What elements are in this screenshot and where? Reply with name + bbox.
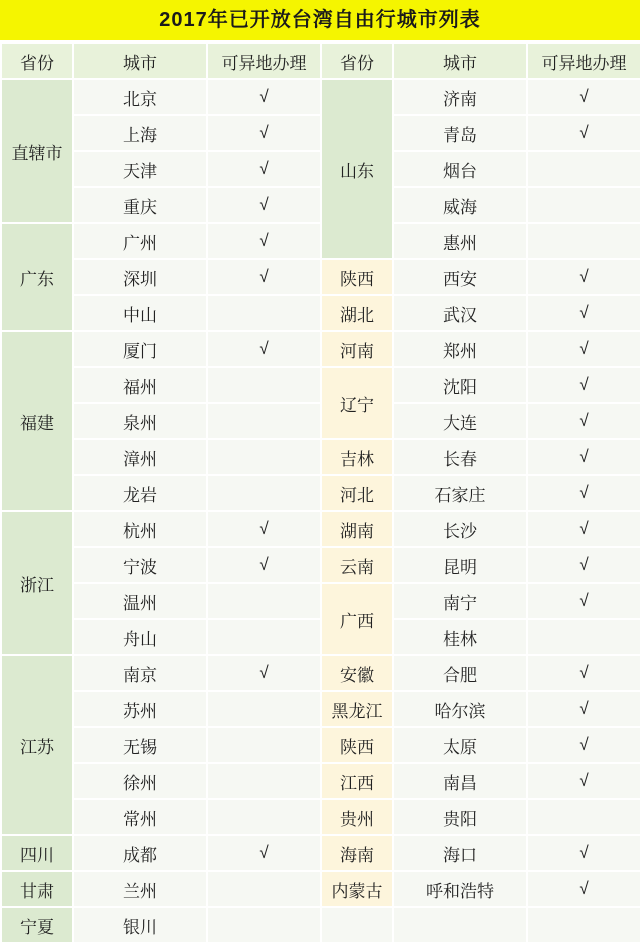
table-row — [1, 871, 640, 907]
flag-cell-empty — [207, 907, 321, 943]
province-cell: 陕西 — [321, 259, 393, 295]
city-cell: 苏州 — [73, 691, 207, 727]
city-cell: 昆明 — [393, 547, 527, 583]
flag-cell-empty — [207, 367, 321, 403]
city-cell: 长沙 — [393, 511, 527, 547]
province-cell: 湖北 — [321, 295, 393, 331]
check-mark-icon: √ — [527, 295, 640, 331]
check-mark-icon: √ — [207, 655, 321, 691]
province-cell: 吉林 — [321, 439, 393, 475]
check-mark-icon: √ — [527, 583, 640, 619]
city-cell: 大连 — [393, 403, 527, 439]
check-mark-icon: √ — [527, 691, 640, 727]
province-cell — [321, 907, 393, 943]
check-mark-icon: √ — [207, 223, 321, 259]
city-cell: 泉州 — [73, 403, 207, 439]
table-row — [1, 547, 640, 583]
table-row — [1, 511, 640, 547]
flag-cell-empty — [207, 763, 321, 799]
city-cell: 威海 — [393, 187, 527, 223]
province-cell: 四川 — [1, 835, 73, 871]
table-row — [1, 187, 640, 223]
city-cell: 南昌 — [393, 763, 527, 799]
city-cell: 合肥 — [393, 655, 527, 691]
flag-cell-empty — [527, 223, 640, 259]
city-cell: 宁波 — [73, 547, 207, 583]
flag-cell-empty — [207, 439, 321, 475]
check-mark-icon: √ — [527, 367, 640, 403]
check-mark-icon: √ — [527, 871, 640, 907]
table-row — [1, 439, 640, 475]
city-cell: 太原 — [393, 727, 527, 763]
province-cell: 直辖市 — [1, 79, 73, 223]
city-table — [0, 42, 640, 944]
city-cell: 天津 — [73, 151, 207, 187]
check-mark-icon: √ — [527, 331, 640, 367]
province-cell: 陕西 — [321, 727, 393, 763]
page-title: 2017年已开放台湾自由行城市列表 — [0, 0, 640, 42]
table-row — [1, 835, 640, 871]
flag-cell-empty — [527, 187, 640, 223]
table-row — [1, 295, 640, 331]
city-cell: 温州 — [73, 583, 207, 619]
city-cell: 惠州 — [393, 223, 527, 259]
table-header-row — [1, 43, 640, 79]
check-mark-icon: √ — [527, 403, 640, 439]
table-row — [1, 367, 640, 403]
city-cell: 重庆 — [73, 187, 207, 223]
province-cell: 广东 — [1, 223, 73, 331]
city-cell: 舟山 — [73, 619, 207, 655]
flag-cell-empty — [207, 583, 321, 619]
city-cell: 长春 — [393, 439, 527, 475]
flag-cell-empty — [527, 151, 640, 187]
table-row — [1, 475, 640, 511]
flag-cell-empty — [207, 727, 321, 763]
city-cell: 烟台 — [393, 151, 527, 187]
flag-cell-empty — [207, 619, 321, 655]
city-cell: 武汉 — [393, 295, 527, 331]
province-cell: 江西 — [321, 763, 393, 799]
check-mark-icon: √ — [527, 79, 640, 115]
city-cell — [393, 907, 527, 943]
table-row — [1, 583, 640, 619]
check-mark-icon: √ — [207, 331, 321, 367]
province-cell: 山东 — [321, 79, 393, 259]
flag-cell-empty — [207, 475, 321, 511]
city-cell: 银川 — [73, 907, 207, 943]
table-row — [1, 655, 640, 691]
city-cell: 沈阳 — [393, 367, 527, 403]
province-cell: 内蒙古 — [321, 871, 393, 907]
table-row — [1, 907, 640, 943]
table-row — [1, 151, 640, 187]
check-mark-icon: √ — [527, 511, 640, 547]
city-cell: 徐州 — [73, 763, 207, 799]
table-row — [1, 619, 640, 655]
flag-cell-empty — [207, 871, 321, 907]
province-cell: 广西 — [321, 583, 393, 655]
header-province-right: 省份 — [321, 43, 393, 79]
check-mark-icon: √ — [527, 655, 640, 691]
province-cell: 福建 — [1, 331, 73, 511]
city-cell: 漳州 — [73, 439, 207, 475]
city-cell: 海口 — [393, 835, 527, 871]
province-cell: 河北 — [321, 475, 393, 511]
header-flag-right: 可异地办理 — [527, 43, 640, 79]
check-mark-icon: √ — [527, 475, 640, 511]
province-cell: 河南 — [321, 331, 393, 367]
flag-cell-empty — [207, 799, 321, 835]
province-cell: 贵州 — [321, 799, 393, 835]
city-cell: 石家庄 — [393, 475, 527, 511]
check-mark-icon: √ — [207, 835, 321, 871]
city-cell: 济南 — [393, 79, 527, 115]
table-row — [1, 727, 640, 763]
table-row — [1, 79, 640, 115]
city-cell: 青岛 — [393, 115, 527, 151]
check-mark-icon: √ — [207, 259, 321, 295]
table-row — [1, 799, 640, 835]
province-cell: 辽宁 — [321, 367, 393, 439]
city-cell: 深圳 — [73, 259, 207, 295]
check-mark-icon: √ — [207, 187, 321, 223]
province-cell: 云南 — [321, 547, 393, 583]
city-cell: 北京 — [73, 79, 207, 115]
flag-cell-empty — [527, 907, 640, 943]
city-cell: 龙岩 — [73, 475, 207, 511]
city-cell: 桂林 — [393, 619, 527, 655]
check-mark-icon: √ — [207, 79, 321, 115]
header-province-left: 省份 — [1, 43, 73, 79]
city-cell: 成都 — [73, 835, 207, 871]
city-cell: 西安 — [393, 259, 527, 295]
check-mark-icon: √ — [527, 259, 640, 295]
flag-cell-empty — [207, 691, 321, 727]
province-cell: 海南 — [321, 835, 393, 871]
city-cell: 上海 — [73, 115, 207, 151]
province-cell: 江苏 — [1, 655, 73, 835]
table-row — [1, 259, 640, 295]
check-mark-icon: √ — [207, 115, 321, 151]
table-row — [1, 403, 640, 439]
city-cell: 杭州 — [73, 511, 207, 547]
check-mark-icon: √ — [527, 727, 640, 763]
table-row — [1, 763, 640, 799]
city-cell: 哈尔滨 — [393, 691, 527, 727]
header-city-right: 城市 — [393, 43, 527, 79]
check-mark-icon: √ — [527, 835, 640, 871]
check-mark-icon: √ — [527, 439, 640, 475]
province-cell: 黑龙江 — [321, 691, 393, 727]
city-cell: 南京 — [73, 655, 207, 691]
table-row — [1, 115, 640, 151]
flag-cell-empty — [527, 799, 640, 835]
city-cell: 厦门 — [73, 331, 207, 367]
check-mark-icon: √ — [207, 547, 321, 583]
city-cell: 中山 — [73, 295, 207, 331]
city-cell: 无锡 — [73, 727, 207, 763]
province-cell: 宁夏 — [1, 907, 73, 943]
city-cell: 福州 — [73, 367, 207, 403]
city-cell: 呼和浩特 — [393, 871, 527, 907]
city-cell: 广州 — [73, 223, 207, 259]
check-mark-icon: √ — [207, 511, 321, 547]
city-cell: 兰州 — [73, 871, 207, 907]
table-row — [1, 223, 640, 259]
table-row — [1, 691, 640, 727]
city-cell: 常州 — [73, 799, 207, 835]
flag-cell-empty — [527, 619, 640, 655]
flag-cell-empty — [207, 403, 321, 439]
city-cell: 郑州 — [393, 331, 527, 367]
check-mark-icon: √ — [527, 115, 640, 151]
check-mark-icon: √ — [527, 547, 640, 583]
check-mark-icon: √ — [207, 151, 321, 187]
flag-cell-empty — [207, 295, 321, 331]
province-cell: 湖南 — [321, 511, 393, 547]
province-cell: 安徽 — [321, 655, 393, 691]
header-flag-left: 可异地办理 — [207, 43, 321, 79]
header-city-left: 城市 — [73, 43, 207, 79]
city-cell: 贵阳 — [393, 799, 527, 835]
province-cell: 浙江 — [1, 511, 73, 655]
check-mark-icon: √ — [527, 763, 640, 799]
table-row — [1, 331, 640, 367]
city-cell: 南宁 — [393, 583, 527, 619]
province-cell: 甘肃 — [1, 871, 73, 907]
